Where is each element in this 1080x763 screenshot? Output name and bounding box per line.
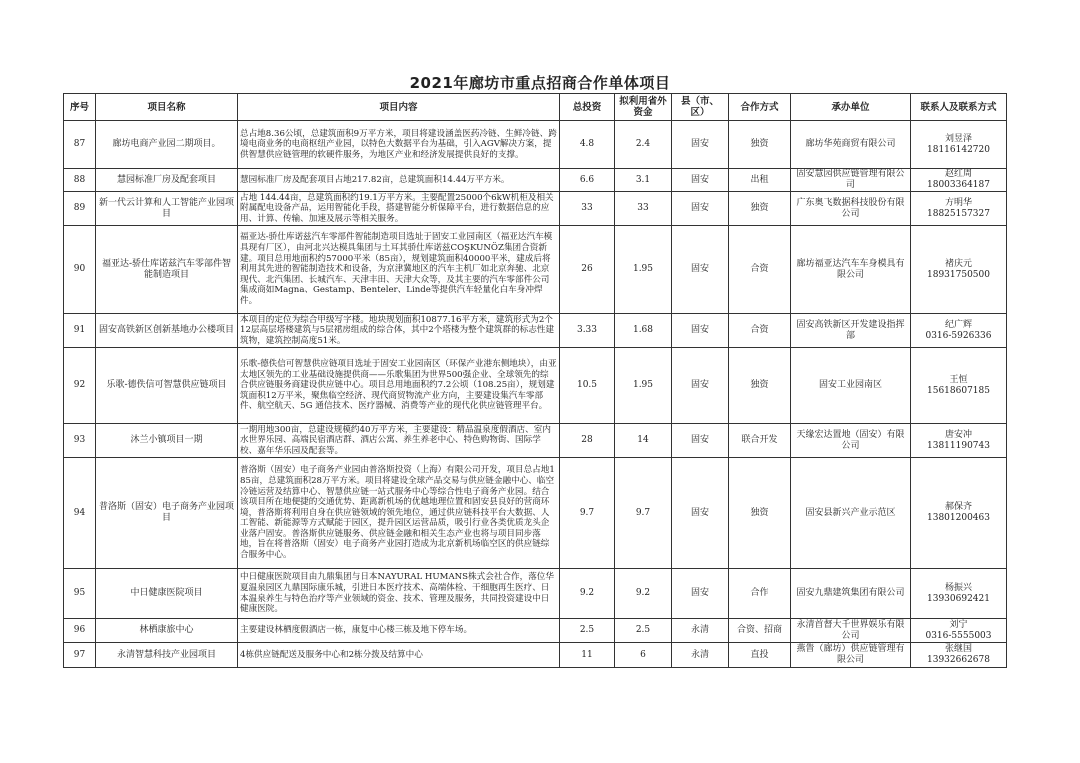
cell-name: 廊坊电商产业园二期项目。 (96, 121, 238, 169)
table-row (64, 121, 1007, 169)
cell-funds: 3.1 (615, 169, 672, 192)
cell-county: 固安 (672, 192, 729, 226)
cell-contact (911, 569, 1007, 619)
cell-name: 沐兰小镇项目一期 (96, 424, 238, 458)
table-row (64, 169, 1007, 192)
cell-unit: 永清首督大千世界娱乐有限公司 (791, 619, 911, 643)
contact-phone: 18003364187 (927, 180, 990, 190)
cell-unit: 固安县新兴产业示范区 (791, 458, 911, 569)
cell-no: 96 (64, 619, 96, 643)
cell-county: 固安 (672, 424, 729, 458)
cell-funds: 1.95 (615, 348, 672, 424)
table-row (64, 192, 1007, 226)
header-county: 县（市、区） (672, 94, 729, 121)
cell-county: 固安 (672, 226, 729, 314)
cell-unit: 廊坊华苑商贸有限公司 (791, 121, 911, 169)
cell-content: 占地 144.44亩，总建筑面积约19.1万平方米。主要配置25000个6kW机柜及相关附属配电设备产品，运用智能化手段，搭建智能分析保障平台，进行数据信息的应用、计算、传输、加速及展示等相关服务。 (238, 192, 560, 226)
cell-total: 9.7 (560, 458, 615, 569)
cell-no: 89 (64, 192, 96, 226)
cell-mode: 合资 (729, 314, 791, 348)
cell-mode: 合作 (729, 569, 791, 619)
contact-name: 郝保齐 (944, 502, 972, 512)
contact-phone: 13811190743 (927, 440, 990, 451)
table-row (64, 314, 1007, 348)
header-unit: 承办单位 (791, 94, 911, 121)
cell-total: 9.2 (560, 569, 615, 619)
contact-phone: 18116142720 (927, 144, 990, 155)
cell-no: 90 (64, 226, 96, 314)
cell-content: 慧园标准厂房及配套项目占地217.82亩，总建筑面积14.44万平方米。 (238, 169, 560, 192)
header-contact: 联系人及联系方式 (911, 94, 1007, 121)
contact-phone: 15618607185 (927, 385, 990, 396)
cell-funds: 1.95 (615, 226, 672, 314)
contact-phone: 13932662678 (927, 655, 990, 665)
cell-county: 固安 (672, 348, 729, 424)
cell-contact (911, 458, 1007, 569)
cell-unit: 广东奥飞数据科技股份有限公司 (791, 192, 911, 226)
cell-name: 慧园标准厂房及配套项目 (96, 169, 238, 192)
cell-contact (911, 348, 1007, 424)
cell-contact (911, 314, 1007, 348)
cell-content: 4栋供应链配送及服务中心和2栋分拨及结算中心 (238, 643, 560, 668)
cell-no: 94 (64, 458, 96, 569)
cell-content: 中日健康医院项目由九鼎集团与日本NAYURAL HUMANS株式会社合作，落位华夏温泉园区九鼎国际康乐城，引进日本医疗技术、高端体检、干细胞再生医疗、日本温泉养生与特色治疗等产业领域的资金、技术、管理及服务，共同投资建设中日健康医院。 (238, 569, 560, 619)
cell-content: 本项目的定位为综合甲级写字楼。地块规划面积10877.16平方米，建筑形式为2个12层高层塔楼建筑与5层裙房组成的综合体，其中2个塔楼为整个建筑群的标志性建筑物，建筑控制高度51米。 (238, 314, 560, 348)
cell-name: 中日健康医院项目 (96, 569, 238, 619)
cell-total: 2.5 (560, 619, 615, 643)
header-name: 项目名称 (96, 94, 238, 121)
cell-county: 固安 (672, 314, 729, 348)
cell-mode: 合资、招商 (729, 619, 791, 643)
cell-name: 林栖康旅中心 (96, 619, 238, 643)
table-header-row (64, 94, 1007, 121)
cell-no: 95 (64, 569, 96, 619)
table-row (64, 458, 1007, 569)
contact-name: 赵红周 (944, 169, 972, 179)
contact-phone: 18931750500 (927, 269, 990, 280)
cell-name: 乐歌-德佚信可智慧供应链项目 (96, 348, 238, 424)
cell-mode: 独资 (729, 458, 791, 569)
cell-no: 91 (64, 314, 96, 348)
cell-funds: 2.5 (615, 619, 672, 643)
cell-name: 新一代云计算和人工智能产业园项目 (96, 192, 238, 226)
cell-unit: 固安九鼎建筑集团有限公司 (791, 569, 911, 619)
cell-no: 92 (64, 348, 96, 424)
cell-total: 3.33 (560, 314, 615, 348)
cell-funds: 2.4 (615, 121, 672, 169)
cell-funds: 9.7 (615, 458, 672, 569)
cell-no: 88 (64, 169, 96, 192)
contact-name: 褚庆元 (944, 258, 972, 269)
cell-no: 97 (64, 643, 96, 668)
cell-county: 永清 (672, 643, 729, 668)
cell-mode: 独资 (729, 348, 791, 424)
cell-mode: 联合开发 (729, 424, 791, 458)
contact-phone: 13930692421 (927, 593, 990, 604)
cell-total: 4.8 (560, 121, 615, 169)
table-row (64, 619, 1007, 643)
cell-total: 33 (560, 192, 615, 226)
cell-funds: 14 (615, 424, 672, 458)
table-row (64, 424, 1007, 458)
header-funds: 拟利用省外资金 (615, 94, 672, 121)
cell-contact (911, 192, 1007, 226)
cell-contact (911, 121, 1007, 169)
cell-mode: 合资 (729, 226, 791, 314)
cell-unit: 廊坊福亚达汽车车身模具有限公司 (791, 226, 911, 314)
cell-funds: 9.2 (615, 569, 672, 619)
cell-unit: 固安慧园供应链管理有限公司 (791, 169, 911, 192)
cell-total: 10.5 (560, 348, 615, 424)
cell-county: 永清 (672, 619, 729, 643)
contact-name: 杨振兴 (944, 582, 972, 593)
cell-county: 固安 (672, 569, 729, 619)
contact-name: 王恒 (949, 374, 968, 385)
header-content: 项目内容 (238, 94, 560, 121)
table-row (64, 569, 1007, 619)
cell-total: 6.6 (560, 169, 615, 192)
cell-content: 乐歌-德佚信可智慧供应链项目选址于固安工业园南区（环保产业港东侧地块），由亚太地区领先的工业基础设施提供商——乐歌集团为世界500强企业、全球领先的综合供应链服务商建设供应链中心。项目总用地面积约7.2公顷（108.25亩），规划建筑面积12万平米，聚焦临空经济、现代商贸物流产业方向，主要建设集汽车零部件、航空航天、5G 通信技术、医疗器械、消费等产业的现代化供应链管理平台。 (238, 348, 560, 424)
contact-phone: 13801200463 (927, 513, 990, 523)
cell-total: 11 (560, 643, 615, 668)
cell-unit: 固安高铁新区开发建设指挥部 (791, 314, 911, 348)
cell-name: 固安高铁新区创新基地办公楼项目 (96, 314, 238, 348)
contact-phone: 0316-5555003 (925, 630, 992, 641)
header-total: 总投资 (560, 94, 615, 121)
cell-mode: 直投 (729, 643, 791, 668)
cell-content: 一期用地300亩，总建设规模约40万平方米，主要建设：精品温泉度假酒店、室内水世界乐园、高端民宿酒店群、酒店公寓、养生养老中心、特色购物街、国际学校、嘉年华乐园及配套等。 (238, 424, 560, 458)
cell-funds: 33 (615, 192, 672, 226)
contact-name: 刘宁 (949, 619, 968, 630)
cell-mode: 独资 (729, 121, 791, 169)
cell-unit: 燕眚（廊坊）供应链管理有限公司 (791, 643, 911, 668)
cell-unit: 天缘宏达置地（固安）有限公司 (791, 424, 911, 458)
cell-no: 87 (64, 121, 96, 169)
cell-total: 28 (560, 424, 615, 458)
cell-no: 93 (64, 424, 96, 458)
cell-mode: 出租 (729, 169, 791, 192)
contact-name: 方明华 (944, 197, 972, 208)
cell-name: 永清智慧科技产业园项目 (96, 643, 238, 668)
cell-county: 固安 (672, 458, 729, 569)
table-row (64, 643, 1007, 668)
contact-phone: 0316-5926336 (925, 330, 992, 341)
table-row (64, 226, 1007, 314)
cell-funds: 1.68 (615, 314, 672, 348)
cell-unit: 固安工业园南区 (791, 348, 911, 424)
cell-contact (911, 643, 1007, 668)
page-title: 2021年廊坊市重点招商合作单体项目 (409, 74, 671, 92)
contact-name: 纪广辉 (944, 319, 972, 330)
header-mode: 合作方式 (729, 94, 791, 121)
header-no: 序号 (64, 94, 96, 121)
cell-content: 总占地8.36公顷，总建筑面积9万平方米，项目将建设涵盖医药冷链、生鲜冷链、跨境电商业务的电商枢纽产业园，以特色大数据平台为基础，引入AGV解决方案，提供智慧供应链管理的软硬件服务，为地区产业和经济发展提供良好的支撑。 (238, 121, 560, 169)
contact-name: 唐安冲 (944, 429, 972, 440)
contact-phone: 18825157327 (927, 208, 990, 219)
cell-funds: 6 (615, 643, 672, 668)
cell-content: 主要建设林栖度假酒店一栋，康复中心楼三栋及地下停车场。 (238, 619, 560, 643)
projects-table (63, 93, 1007, 668)
contact-name: 刘昱泽 (944, 133, 972, 144)
cell-contact (911, 226, 1007, 314)
contact-name: 张继国 (944, 644, 972, 654)
cell-contact (911, 169, 1007, 192)
cell-mode: 独资 (729, 192, 791, 226)
cell-county: 固安 (672, 121, 729, 169)
cell-content: 普洛斯（固安）电子商务产业园由普洛斯投资（上海）有限公司开发，项目总占地185亩，总建筑面积28万平方米。项目将建设全球产品交易与供应链金融中心、临空冷链运营及结算中心、智慧供应链一站式服务中心等综合性电子商务产业园。结合该项目所在地便捷的交通优势、距离新机场的优越地理位置和固安县良好的营商环境，普洛斯将利用自身在供应链领域的领先地位，通过供应链科技平台大数据、人工智能、新能源等方式赋能于园区，提升园区运营品质，吸引行业各类优质龙头企业落户固安。普洛斯供应链服务、供应链金融和相关生态产业也将与项目同步落地，旨在将普洛斯（固安）电子商务产业园打造成为北京新机场临空区的供应链综合服务中心。 (238, 458, 560, 569)
cell-county: 固安 (672, 169, 729, 192)
cell-content: 福亚达-骄仕库诺兹汽车零部件智能制造项目选址于固安工业园南区（福亚达汽车模具现有厂区），由河北兴达模具集团与土耳其骄仕库诺兹COŞKUNÖZ集团合资新建。项目总用地面积约57000平米（85亩），规划建筑面积40000平米，建成后将利用其先进的智能制造技术和设备，为京津冀地区的汽车主机厂如北京奔驰、北京现代、北汽集团、长城汽车、天津丰田、天津大众等，及其主要的汽车零部件公司集成商如Magna、Gestamp、Benteler、Linde等提供汽车轻量化白车身冲焊件。 (238, 226, 560, 314)
table-row (64, 348, 1007, 424)
cell-contact (911, 424, 1007, 458)
cell-contact (911, 619, 1007, 643)
cell-total: 26 (560, 226, 615, 314)
cell-name: 普洛斯（固安）电子商务产业园项目 (96, 458, 238, 569)
cell-name: 福亚达-骄仕库诺兹汽车零部件智能制造项目 (96, 226, 238, 314)
